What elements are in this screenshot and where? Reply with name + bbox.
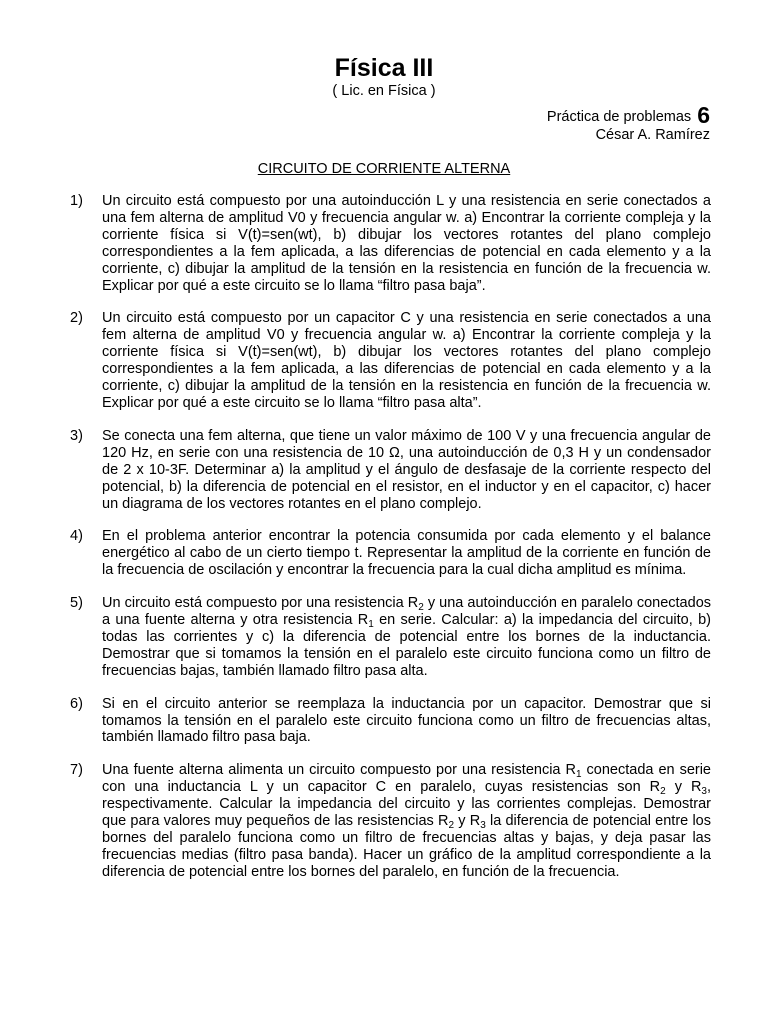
problem-2 — [70, 310, 711, 411]
problem-number: 5) — [70, 595, 83, 612]
problem-list — [70, 193, 711, 897]
problem-1 — [70, 193, 711, 294]
problem-number: 2) — [70, 310, 83, 327]
problem-number: 3) — [70, 427, 83, 444]
problem-text: Un circuito está compuesto por un capacitor C y una resistencia en serie conectados a una fem alterna de amplitud V0 y frecuencia angular w. a) Encontrar la corriente compleja y la corriente física si V(t)=sen(wt), b) dibujar los vectores rotantes del plano complejo correspondientes a la fem aplicada, a las diferencias de potencial en cada elemento y a la corriente, c) dibujar la amplitud de la tensión en la resistencia en función de la frecuencia w. Explicar por qué a este circuito se lo llama “filtro pasa alta”. — [102, 310, 711, 411]
problem-number: 1) — [70, 193, 83, 209]
problem-6 — [70, 696, 711, 747]
practice-number: 6 — [697, 102, 710, 128]
problem-5 — [70, 595, 711, 680]
page-subtitle: ( Lic. en Física ) — [332, 83, 436, 99]
problem-text: Una fuente alterna alimenta un circuito compuesto por una resistencia $R_1$ conectada en serie con una inductancia L y un capacitor C en paralelo, cuyas resistencias son $R_2$ y $R_3$, respectivamente. Calcular la impedancia del circuito y las corrientes complejas. Demostrar que para valores muy pequeños de las resistencias $R_2$ y $R_3$ la diferencia de potencial entre los bornes del paralelo funciona como un filtro de frecuencias altas y bajas, y deja pasar las frecuencias medias (filtro pasa banda). Hacer un gráfico de la amplitud correspondiente a la diferencia de potencial entre los bornes del paralelo, en función de la frecuencia. — [102, 762, 712, 880]
problem-3 — [70, 428, 711, 513]
problem-text: En el problema anterior encontrar la potencia consumida por cada elemento y el balance energético al cabo de un cierto tiempo t. Representar la amplitud de la corriente en función de la frecuencia de oscilación y encontrar la frecuencia para la cual dicha amplitud es mínima. — [102, 528, 711, 579]
practice-label: Práctica de problemas — [546, 109, 692, 125]
problem-number: 4) — [70, 528, 83, 545]
author-name: César A. Ramírez — [595, 127, 710, 143]
problem-number: 7) — [70, 762, 83, 779]
page-title: Física III — [334, 54, 434, 82]
problem-number: 6) — [70, 695, 83, 712]
problem-4 — [70, 528, 711, 579]
problem-text: Un circuito está compuesto por una resistencia $R_2$ y una autoinducción en paralelo conectados a una fuente alterna y otra resistencia $R_1$ en serie. Calcular: a) la impedancia del circuito, b) todas las corrientes y c) la diferencia de potencial entre los bornes de la inductancia. Demostrar que si tomamos la tensión en el paralelo este circuito funciona como un filtro de frecuencias bajas, también llamado filtro pasa alta. — [102, 595, 712, 679]
problem-text: Si en el circuito anterior se reemplaza la inductancia por un capacitor. Demostrar que si tomamos la tensión en el paralelo este circuito funciona como un filtro de frecuencias altas, también llamado filtro pasa baja. — [102, 695, 711, 746]
problem-text: Un circuito está compuesto por una autoinducción L y una resistencia en serie conectados a una fem alterna de amplitud V0 y frecuencia angular w. a) Encontrar la corriente compleja y la corriente física si V(t)=sen(wt), b) dibujar los vectores rotantes del plano complejo correspondientes a la fem aplicada, a las diferencias de potencial en cada elemento y a la corriente, c) dibujar la amplitud de la tensión en la resistencia en función de la frecuencia w. Explicar por qué a este circuito se lo llama “filtro pasa baja”. — [102, 193, 711, 294]
problem-text: Se conecta una fem alterna, que tiene un valor máximo de 100 V y una frecuencia angular de 120 Hz, en serie con una resistencia de 10 Ω, una autoinducción de 0,3 H y un condensador de 2 x 10-3F. Determinar a) la amplitud y el ángulo de desfasaje de la corriente respecto del potencial, b) la diferencia de potencial en el resistor, en el inductor y en el capacitor, c) hacer un diagrama de los vectores rotantes en el plano complejo. — [102, 427, 711, 512]
problem-7 — [70, 762, 711, 880]
section-title: CIRCUITO DE CORRIENTE ALTERNA — [257, 161, 511, 177]
